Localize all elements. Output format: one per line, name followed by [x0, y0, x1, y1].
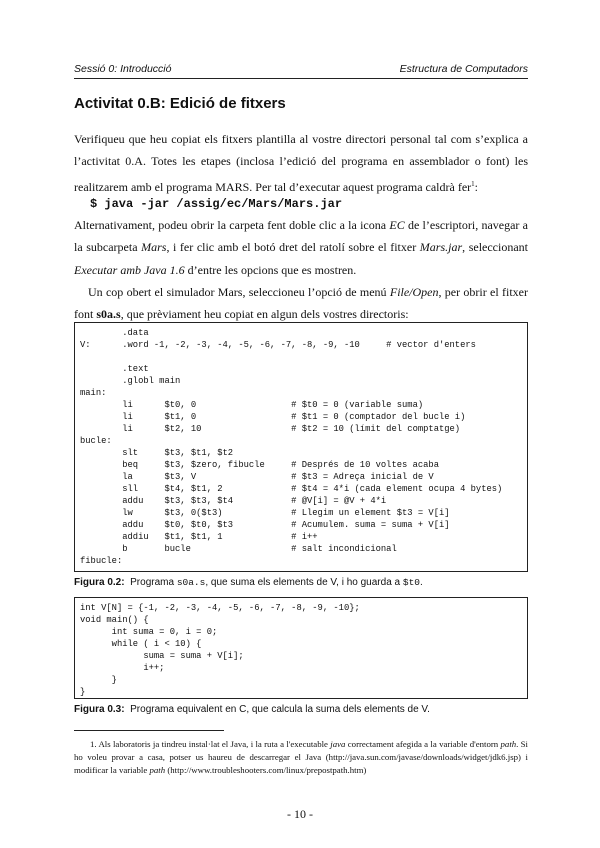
open-text-2: , per obrir el fitxer font: [74, 285, 528, 322]
alt-text-4: , seleccionant: [462, 240, 528, 255]
c-code: int V[N] = {-1, -2, -3, -4, -5, -6, -7, -8, -9, -10}; void main() { int suma = 0, i = 0; while ( i < 10) { suma = suma + V[i]; i++; } }: [80, 603, 360, 697]
c-code-box: [74, 597, 528, 699]
fn-entorn: d'entorn: [469, 739, 499, 749]
caption-2-file: s0a.s: [176, 577, 206, 588]
alt-text-5: d’entre les opcions que es mostren.: [184, 262, 357, 277]
alt-text-1: Alternativament, podeu obrir la carpeta fent doble clic a la icona: [74, 218, 390, 232]
intro-end: :: [474, 179, 478, 194]
fn-path-1: path: [500, 739, 517, 749]
running-header: [74, 63, 528, 75]
source-file-name: s0a.s: [96, 307, 121, 322]
fn-text-1: Als laboratoris ja tindreu instal·lat el Java, i la ruta a: [96, 739, 287, 749]
mars-jar-name: Mars.jar: [419, 240, 463, 255]
assembly-code-box: [74, 322, 528, 572]
open-file-paragraph: [74, 281, 528, 326]
figure-2-label: Figura 0.2:: [74, 577, 125, 588]
open-text-1: Un cop obert el simulador Mars, seleccioneu l’opció de menú: [88, 285, 390, 299]
figure-3-caption: [74, 704, 544, 715]
caption-2-register: $t0: [402, 577, 420, 588]
fn-executable: l'executable: [286, 739, 328, 749]
alt-text-2: de l’escriptori, navegar a la subcarpeta: [74, 218, 529, 255]
caption-2-text-2: , que suma els elements de V, i ho guarda a: [205, 577, 403, 588]
intro-paragraph: [74, 128, 528, 198]
page-number: - 10 -: [287, 807, 313, 821]
intro-text: Verifiqueu que heu copiat els fitxers plantilla al vostre directori personal tal com s’explica a l’activitat 0.A. Totes les etapes (inclosa l’edició del programa en assemblador o font) les realitzarem amb el programa MARS. Per tal d’executar aquest programa caldrà fer: [74, 132, 528, 194]
caption-2-text-1: Programa: [130, 577, 177, 588]
fn-path-2: path: [149, 765, 166, 775]
assembly-code: .data V: .word -1, -2, -3, -4, -5, -6, -7, -8, -9, -10 # vector d'enters .text .globl main main: li $t0, 0 # $t0 = 0 (variable suma) li $t1, 0 # $t1 = 0 (comptador del bucle i) li $t2, 10 # $t2 = 10 (límit del comptatge) bucle: slt $t3, $t1, $t2 beq $t3, $zero, fibucle # Després de 10 voltes acaba la $t3, V # $t3 = Adreça inicial de V sll $t4, $t1, 2 # $t4 = 4*i (cada element ocupa 4 bytes) addu $t3, $t3, $t4 # @V[i] = @V + 4*i lw $t3, 0($t3) # Llegim un element $t3 = V[i] addu $t0, $t0, $t3 # Acumulem. suma = suma + V[i] addiu $t1, $t1, 1 # i++ b bucle # salt incondicional fibucle:: [80, 328, 503, 566]
mars-folder-name: Mars: [141, 240, 167, 255]
footnote-number: 1.: [90, 739, 97, 749]
open-text-3: , que prèviament heu copiat en algun dels vostres directoris:: [120, 307, 409, 322]
header-session: Sessió 0: Introducció: [74, 63, 172, 75]
run-command: $ java -jar /assig/ec/Mars/Mars.jar: [90, 197, 343, 211]
caption-3-text: Programa equivalent en C, que calcula la suma dels elements de V.: [130, 704, 430, 715]
alt-text-3: , i fer clic amb el botó dret del ratolí sobre el fitxer: [166, 240, 420, 255]
fn-text-5: . Si ho voleu provar a casa, potser us haureu de descarregar el Java (http://java.sun.com/javase/downloads/widget/jdk6.jsp) i modificar la variable: [74, 739, 529, 775]
alternative-paragraph: [74, 214, 528, 281]
footnote: [74, 738, 528, 777]
fn-text-3: correctament afegida a la variable: [345, 739, 470, 749]
header-rule: [74, 78, 528, 79]
footnote-rule: [74, 730, 224, 731]
caption-2-text-3: .: [420, 577, 423, 588]
header-course: Estructura de Computadors: [399, 63, 528, 75]
fn-text-6: (http://www.troubleshooters.com/linux/prepostpath.htm): [165, 765, 367, 775]
java-option-name: Executar amb Java 1.6: [74, 262, 185, 277]
section-title: Activitat 0.B: Edició de fitxers: [74, 95, 286, 112]
menu-option-name: File/Open: [389, 285, 439, 299]
figure-2-caption: [74, 577, 544, 588]
fn-java: java: [330, 739, 346, 749]
footnote-ref: 1: [471, 179, 475, 188]
figure-3-label: Figura 0.3:: [74, 704, 125, 715]
ec-folder-name: EC: [389, 218, 405, 232]
